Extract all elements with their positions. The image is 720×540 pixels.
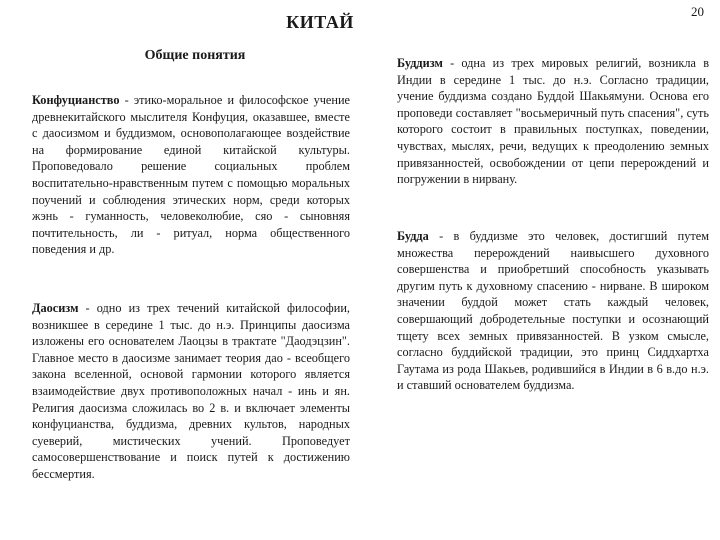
- entry-text: - одно из трех течений китайской философии, возникшее в середине 1 тыс. до н.э. Принципы даосизма изложены его основателем Лаоцзы в трактате "Даодэцзин". Главное место в даосизме занимает теория дао - всеобщего закона вселенной, основой гармонии которого является взаимодействие двух противоположных начал - инь и ян. Религия даосизма сложилась во 2 в. и включает элементы конфуцианства, буддизма, древних культов, народных суеверий, мистических учений. Проповедует самосовершенствование и поиск путей к достижению бессмертия.: [32, 301, 350, 481]
- entry-buddha: [397, 228, 709, 394]
- page-title: [0, 12, 720, 33]
- entry-confucianism: [32, 92, 350, 258]
- entry-term: Буддизм: [397, 56, 443, 70]
- entry-text: - этико-моральное и философское учение древнекитайского мыслителя Конфуция, оказавшее, вместе с даосизмом и буддизмом, основополагающее воздействие на формирование единой китайской культуры. Проповедовало решение социальных проблем воспитательно-нравственным путем с помощью моральных поучений и соблюдения этических норм, среди которых жэнь - гуманность, человеколюбие, сяо - сыновняя почтительность, ли - ритуал, норма общественного поведения и др.: [32, 93, 350, 257]
- section-subtitle: Общие понятия: [144, 48, 246, 63]
- page-title-text: КИТАЙ: [286, 12, 354, 32]
- entry-text: - в буддизме это человек, достигший путем множества перерождений наивысшего духовного совершенства и приобретший способность указывать другим путь к духовному спасению - нирване. В широком значении буддой может стать каждый человек, совершающий добродетельные поступки и осознающий тщету всех земных привязанностей. В узком смысле, согласно буддийской традиции, это принц Сиддхартха Гаутама из рода Шакьев, родившийся в Индии в 6 в.до н.э. и ставший основателем буддизма.: [397, 229, 709, 393]
- entry-taoism: [32, 300, 350, 483]
- entry-text: - одна из трех мировых религий, возникла в Индии в середине 1 тыс. до н.э. Согласно традиции, учение буддизма создано Буддой Шакьямуни. Основа его проповеди составляет "восьмеричный путь спасения", суть которого состоит в правильных поступках, поведении, чувствах, мыслях, речи, ведущих к преодолению земных привязанностей, освобождении от цепи перерождений и погружении в нирвану.: [397, 56, 709, 187]
- entry-term: Конфуцианство: [32, 93, 120, 107]
- entry-term: Будда: [397, 229, 429, 243]
- entry-buddhism: [397, 55, 709, 188]
- page-number: 20: [691, 4, 704, 19]
- entry-term: Даосизм: [32, 301, 79, 315]
